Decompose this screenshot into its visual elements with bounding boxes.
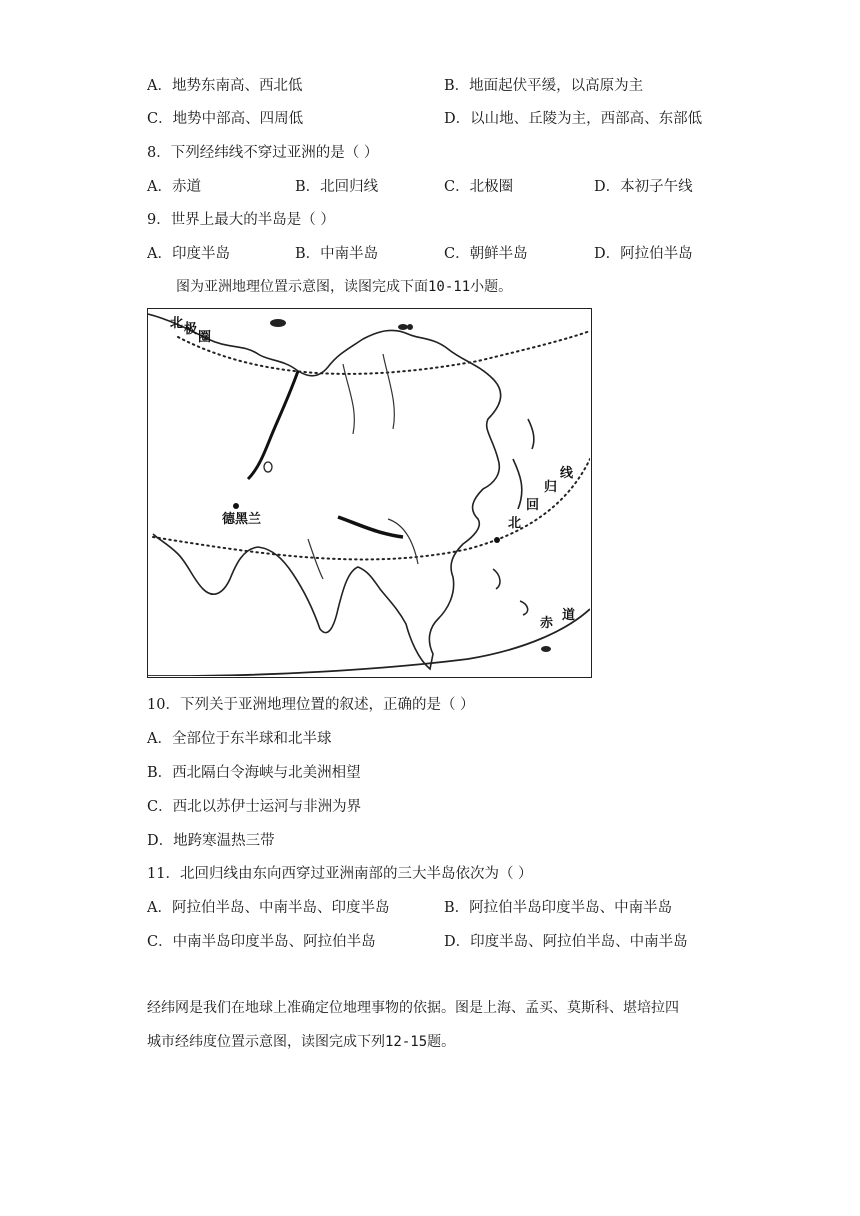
q11-stem: 11．北回归线由东向西穿过亚洲南部的三大半岛依次为（ ）: [147, 866, 533, 882]
q11-option-b: B．阿拉伯半岛印度半岛、中南半岛: [444, 900, 673, 916]
ural-mountains: [248, 371, 298, 479]
island-4: [493, 569, 500, 589]
q7-option-c: C．地势中部高、四周低: [147, 111, 304, 127]
q8-option-b: B．北回归线: [295, 179, 379, 195]
tehran-dot: [233, 503, 239, 509]
q9-option-d: D．阿拉伯半岛: [594, 246, 693, 262]
taiwan-dot: [494, 537, 500, 543]
japan-islands: [513, 419, 534, 509]
label-tropic-2: 回: [526, 498, 540, 513]
label-tropic-3: 归: [544, 480, 558, 495]
asia-map-drawing: [148, 309, 590, 676]
q7-option-b: B．地面起伏平缓，以高原为主: [444, 78, 644, 94]
q9-option-a: A．印度半岛: [147, 246, 230, 262]
q10-option-a: A．全部位于东半球和北半球: [147, 731, 332, 747]
caspian-sea: [264, 462, 272, 472]
intro-12-15-line2: 城市经纬度位置示意图，读图完成下列12-15题。: [147, 1034, 456, 1050]
label-tropic-1: 北: [508, 516, 522, 531]
island-2: [398, 324, 408, 330]
q8-option-a: A．赤道: [147, 179, 201, 195]
q10-stem: 10．下列关于亚洲地理位置的叙述，正确的是（ ）: [147, 697, 475, 713]
tropic-of-cancer-line: [153, 459, 590, 559]
map-intro: 图为亚洲地理位置示意图，读图完成下面10-11小题。: [176, 279, 513, 295]
intro-12-15-line1: 经纬网是我们在地球上准确定位地理事物的依据。图是上海、孟买、莫斯科、堪培拉四: [147, 1000, 679, 1016]
q8-option-c: C．北极圈: [444, 179, 514, 195]
q11-option-a: A．阿拉伯半岛、中南半岛、印度半岛: [147, 900, 390, 916]
q9-option-c: C．朝鲜半岛: [444, 246, 528, 262]
label-equator-2: 道: [562, 608, 576, 623]
river-2: [383, 354, 394, 429]
q9-stem: 9．世界上最大的半岛是（ ）: [147, 212, 335, 228]
label-tehran: 德黑兰: [222, 512, 262, 527]
label-arctic-2: 极: [184, 322, 198, 337]
himalaya-arc: [338, 517, 403, 537]
equator-line: [148, 609, 590, 676]
asia-location-map: [147, 308, 592, 678]
q10-option-c: C．西北以苏伊士运河与非洲为界: [147, 799, 362, 815]
q7-option-d: D．以山地、丘陵为主，西部高、东部低: [444, 111, 703, 127]
island-3: [407, 324, 413, 330]
q8-stem: 8．下列经纬线不穿过亚洲的是（ ）: [147, 145, 379, 161]
label-arctic-1: 北: [170, 316, 184, 331]
label-equator-1: 赤: [540, 616, 554, 631]
river-3: [388, 519, 418, 564]
q10-option-d: D．地跨寒温热三带: [147, 833, 275, 849]
arctic-circle-line: [178, 331, 590, 374]
river-4: [308, 539, 323, 579]
label-arctic-3: 圈: [198, 330, 212, 345]
q7-option-a: A．地势东南高、西北低: [147, 78, 303, 94]
island-6: [541, 646, 551, 652]
mainland-outline: [148, 314, 501, 669]
island-1: [270, 319, 286, 327]
q8-option-d: D．本初子午线: [594, 179, 693, 195]
island-5: [520, 601, 528, 615]
q11-option-d: D．印度半岛、阿拉伯半岛、中南半岛: [444, 934, 688, 950]
q11-option-c: C．中南半岛印度半岛、阿拉伯半岛: [147, 934, 376, 950]
q9-option-b: B．中南半岛: [295, 246, 379, 262]
q10-option-b: B．西北隔白令海峡与北美洲相望: [147, 765, 361, 781]
label-tropic-4: 线: [560, 466, 574, 481]
